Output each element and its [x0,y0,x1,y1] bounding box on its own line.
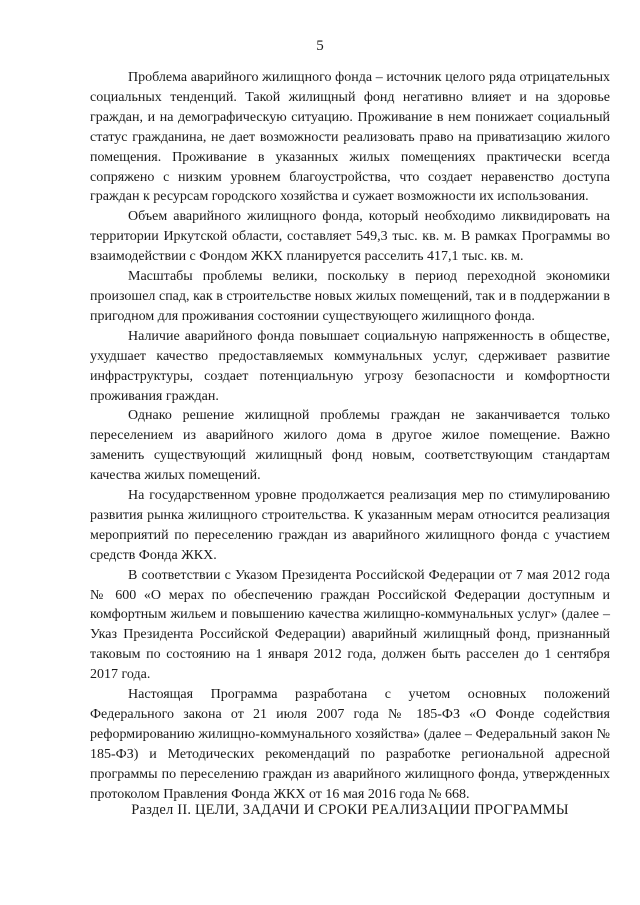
body-text [90,68,610,805]
paragraph-social-tension: Наличие аварийного фонда повышает социальную напряженность в обществе, ухудшает качество предоставляемых коммунальных услуг, сдерживает развитие инфраструктуры, создает потенциальную угрозу безопасности и комфортности проживания граждан. [90,328,610,404]
paragraph-state-measures: На государственном уровне продолжается реализация мер по стимулированию развития рынка жилищного строительства. К указанным мерам относится реализация мероприятий по переселению граждан из аварийного жилищного фонда с участием средств Фонда ЖКХ. [90,488,610,563]
paragraph-housing-volume: Объем аварийного жилищного фонда, который необходимо ликвидировать на территории Иркутской области, составляет 549,3 тыс. кв. м. В рамках Программы во взаимодействии с Фондом ЖКХ планируется расселить 417,1 тыс. кв. м. [90,209,610,265]
paragraph-housing-replacement: Однако решение жилищной проблемы граждан не заканчивается только переселением из аварийного жилого дома в другое жилое помещение. Важно заменить существующий жилищный фонд новым, соответствующим стандартам качества жилых помещений. [90,408,610,484]
page-number: 5 [316,38,324,54]
paragraph-program-basis: Настоящая Программа разработана с учетом основных положений Федерального закона от 21 июля 2007 года № 185-ФЗ «О Фонде содействия реформированию жилищно-коммунального хозяйства» (далее – Федеральный закон № 185-ФЗ) и Методических рекомендаций по разработке региональной адресной программы по переселению граждан из аварийного жилищного фонда, утвержденных протоколом Правления Фонда ЖКХ от 16 мая 2016 года № 668. [90,687,610,802]
paragraph-problem-scale: Масштабы проблемы велики, поскольку в период переходной экономики произошел спад, как в строительстве новых жилых помещений, так и в поддержании в пригодном для проживания состоянии существующего жилищного фонда. [90,269,610,324]
paragraph-emergency-housing-problem: Проблема аварийного жилищного фонда – источник целого ряда отрицательных социальных тенденций. Такой жилищный фонд негативно влияет и на здоровье граждан, и на демографическую ситуацию. Проживание в нем понижает социальный статус гражданина, не дает возможности реализовать право на приватизацию жилого помещения. Проживание в указанных жилых помещениях практически всегда сопряжено с низким уровнем благоустройства, что создает неравенство доступа граждан к ресурсам городского хозяйства и сужает возможности их использования. [90,70,610,205]
paragraph-presidential-decree: В соответствии с Указом Президента Российской Федерации от 7 мая 2012 года № 600 «О мерах по обеспечению граждан Российской Федерации доступным и комфортным жильем и повышению качества жилищно-коммунальных услуг» (далее – Указ Президента Российской Федерации) аварийный жилищный фонд, признанный таковым по состоянию на 1 января 2012 года, должен быть расселен до 1 сентября 2017 года. [90,567,610,683]
section-heading: Раздел II. ЦЕЛИ, ЗАДАЧИ И СРОКИ РЕАЛИЗАЦИИ ПРОГРАММЫ [131,802,569,818]
